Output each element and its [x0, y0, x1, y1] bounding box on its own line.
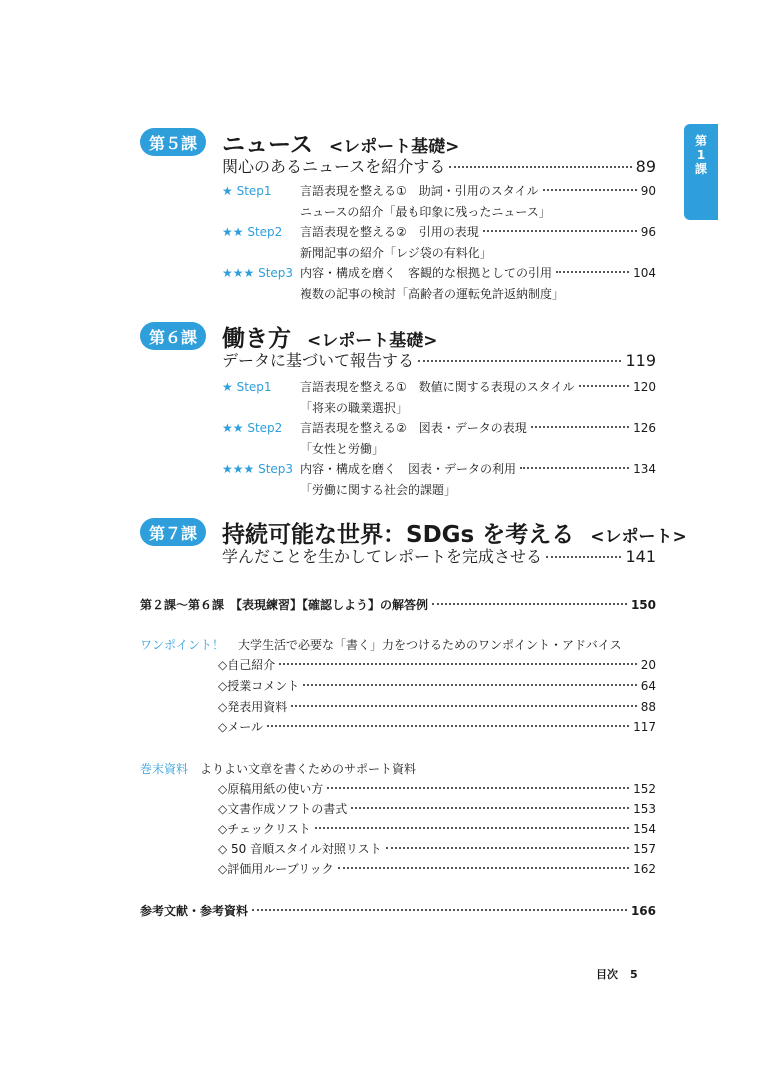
dot-leader: [338, 867, 629, 869]
step-detail: 新聞記事の紹介「レジ袋の有料化」: [300, 246, 492, 260]
lesson-category: <レポート基礎>: [328, 137, 460, 157]
onepoint-item[interactable]: [218, 677, 656, 694]
side-tab-char: 課: [694, 162, 707, 176]
appendix-item[interactable]: [218, 820, 656, 837]
item-label: ◇チェックリスト: [218, 822, 311, 836]
dot-leader: [315, 827, 629, 829]
dot-leader: [252, 909, 627, 911]
appendix-item[interactable]: [218, 780, 656, 797]
step-desc: 言語表現を整える② 引用の表現: [300, 225, 479, 239]
page-number: 117: [633, 720, 656, 734]
step-row[interactable]: [222, 182, 656, 202]
side-tab-char: 第: [694, 134, 707, 148]
item-label: ◇授業コメント: [218, 679, 300, 693]
onepoint-item[interactable]: [218, 718, 656, 735]
lesson-subtitle: 関心のあるニュースを紹介する: [222, 157, 446, 176]
side-tab-char: 1: [696, 148, 706, 162]
step-desc: 内容・構成を磨く 図表・データの利用: [300, 462, 517, 476]
page-number: 88: [640, 700, 656, 714]
step-label: ★★ Step2: [222, 225, 283, 239]
item-label: ◇文書作成ソフトの書式: [218, 802, 348, 816]
appendix-item[interactable]: [218, 860, 656, 877]
step-detail: ニュースの紹介「最も印象に残ったニュース」: [300, 205, 551, 219]
dot-leader: [386, 847, 629, 849]
step-label: ★★★ Step3: [222, 462, 294, 476]
page-number: 134: [633, 462, 656, 476]
references-row[interactable]: [140, 902, 656, 919]
page-number: 96: [640, 225, 656, 239]
page-number: 89: [635, 157, 656, 176]
item-label: ◇ 50 音順スタイル対照リスト: [218, 842, 382, 856]
page-number: 154: [633, 822, 656, 836]
item-label: ◇自己紹介: [218, 658, 276, 672]
lesson-subtitle-row[interactable]: [222, 544, 656, 568]
item-label: ◇発表用資料: [218, 700, 288, 714]
dot-leader: [432, 603, 627, 605]
dot-leader: [531, 426, 629, 428]
page-number: 152: [633, 782, 656, 796]
dot-leader: [520, 467, 629, 469]
lesson-subtitle: 学んだことを生かしてレポートを完成させる: [222, 547, 543, 566]
lesson-subtitle-row[interactable]: [222, 348, 656, 372]
step-label: ★ Step1: [222, 184, 272, 198]
dot-leader: [418, 360, 621, 362]
dot-leader: [291, 705, 636, 707]
dot-leader: [267, 725, 629, 727]
step-detail: 「将来の職業選択」: [300, 401, 409, 415]
onepoint-desc: 大学生活で必要な「書く」力をつけるためのワンポイント・アドバイス: [238, 638, 622, 652]
item-label: ◇評価用ルーブリック: [218, 862, 334, 876]
onepoint-label: ワンポイント！: [140, 638, 225, 652]
dot-leader: [351, 807, 629, 809]
appendix-desc: よりよい文章を書くためのサポート資料: [200, 762, 417, 776]
step-row[interactable]: [222, 223, 656, 243]
appendix-item[interactable]: [218, 840, 656, 857]
lesson-subtitle: データに基づいて報告する: [222, 351, 415, 370]
dot-leader: [546, 556, 621, 558]
appendix-item[interactable]: [218, 800, 656, 817]
onepoint-item[interactable]: [218, 656, 656, 673]
dot-leader: [579, 385, 630, 387]
references-label: 参考文献・参考資料: [140, 904, 249, 918]
onepoint-item[interactable]: [218, 698, 656, 715]
dot-leader: [556, 271, 629, 273]
lesson-badge: 第７課: [140, 518, 206, 546]
page-number: 119: [625, 351, 656, 370]
lesson-title: 働き方: [222, 326, 291, 352]
step-row[interactable]: [222, 264, 656, 284]
page-number: 64: [640, 679, 656, 693]
lesson-badge: 第６課: [140, 322, 206, 350]
dot-leader: [303, 684, 636, 686]
dot-leader: [483, 230, 637, 232]
page-number: 104: [633, 266, 656, 280]
step-desc: 言語表現を整える① 助詞・引用のスタイル: [300, 184, 539, 198]
lesson-title: 持続可能な世界：SDGs を考える: [222, 522, 575, 548]
page-number: 166: [630, 904, 656, 918]
step-row[interactable]: [222, 419, 656, 439]
lesson-category: <レポート>: [590, 527, 687, 547]
page-number: 150: [630, 598, 656, 612]
page-number: 162: [633, 862, 656, 876]
page-number: 126: [633, 421, 656, 435]
item-label: ◇メール: [218, 720, 263, 734]
page-number: 157: [633, 842, 656, 856]
step-row[interactable]: [222, 378, 656, 398]
step-detail: 「女性と労働」: [300, 442, 385, 456]
page-number: 20: [640, 658, 656, 672]
page-number: 120: [633, 380, 656, 394]
dot-leader: [449, 166, 631, 168]
dot-leader: [327, 787, 629, 789]
step-detail: 「労働に関する社会的課題」: [300, 483, 457, 497]
page-number: 90: [640, 184, 656, 198]
chapter-side-tab: [684, 124, 718, 220]
dot-leader: [543, 189, 637, 191]
item-label: ◇原稿用紙の使い方: [218, 782, 324, 796]
step-desc: 言語表現を整える① 数値に関する表現のスタイル: [300, 380, 575, 394]
lesson-badge: 第５課: [140, 128, 206, 156]
dot-leader: [279, 663, 636, 665]
onepoint-header: [140, 636, 622, 653]
step-detail: 複数の記事の検討「高齢者の運転免許返納制度」: [300, 287, 565, 301]
footer-label: 目次: [596, 968, 618, 981]
lesson-category: <レポート基礎>: [307, 331, 438, 351]
footer-page-number: 5: [630, 968, 638, 981]
page-footer: [596, 966, 650, 982]
step-row[interactable]: [222, 460, 656, 480]
lesson-title: ニュース: [222, 132, 313, 158]
step-desc: 内容・構成を磨く 客観的な根拠としての引用: [300, 266, 553, 280]
answers-row[interactable]: [140, 596, 656, 613]
step-desc: 言語表現を整える② 図表・データの表現: [300, 421, 527, 435]
page-number: 153: [633, 802, 656, 816]
appendix-header: [140, 760, 416, 777]
step-label: ★ Step1: [222, 380, 272, 394]
step-label: ★★ Step2: [222, 421, 283, 435]
lesson-subtitle-row[interactable]: [222, 154, 656, 178]
appendix-label: 巻末資料: [140, 762, 189, 776]
step-label: ★★★ Step3: [222, 266, 294, 280]
page-number: 141: [625, 547, 656, 566]
answers-label: 第２課〜第６課 【表現練習】【確認しよう】の解答例: [140, 598, 429, 612]
